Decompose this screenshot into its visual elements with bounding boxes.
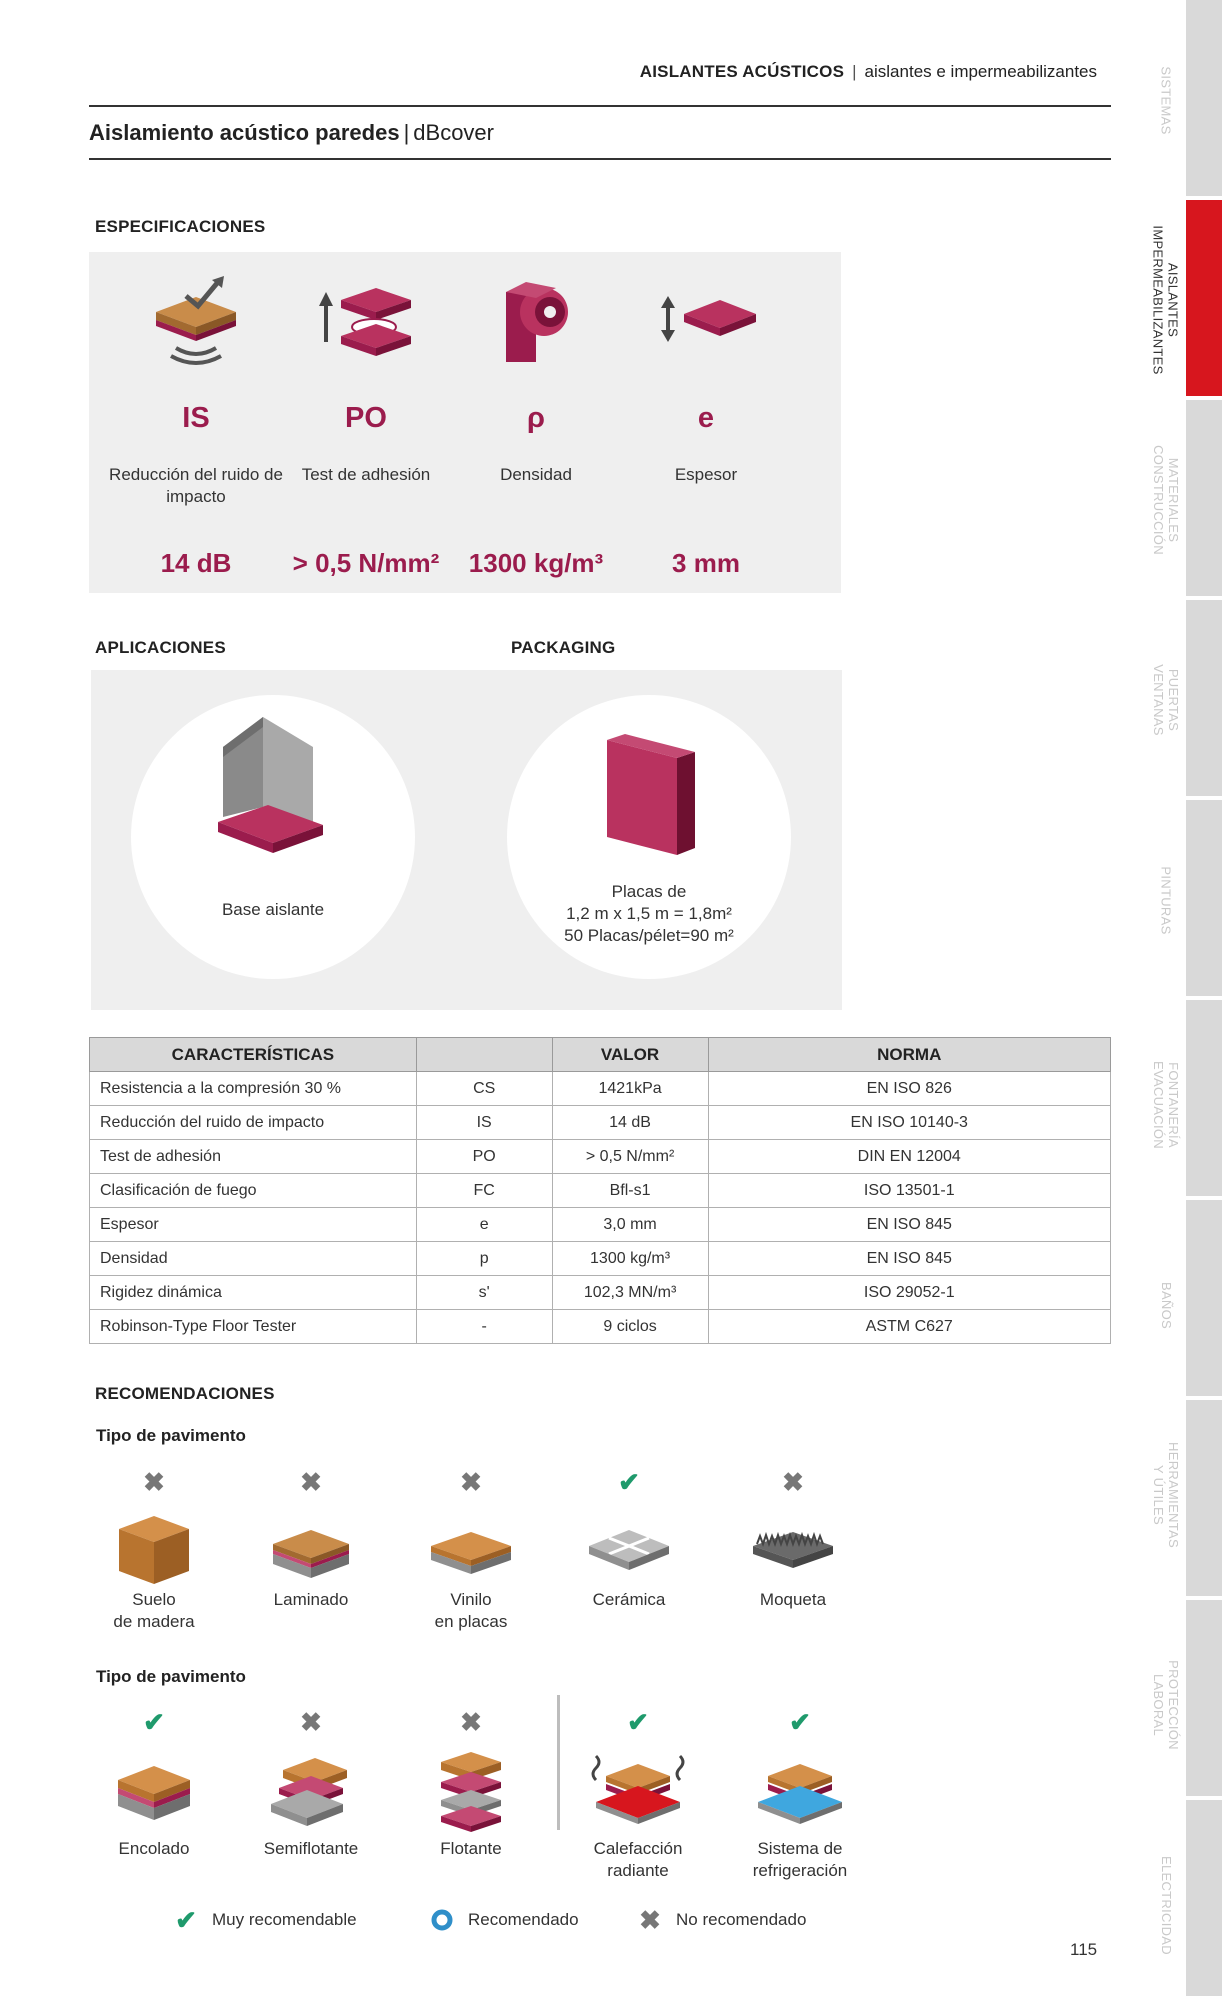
impact-noise-icon (146, 272, 246, 372)
sidebar-tab-materiales[interactable] (1186, 400, 1222, 598)
rec-item-floating (391, 1704, 551, 1884)
sidebar-tab-banos[interactable] (1186, 1200, 1222, 1398)
glued-floor-icon (104, 1746, 204, 1836)
sidebar-label-aislantes: AISLANTES IMPERMEABILIZANTES (1151, 225, 1181, 375)
spec-value: 14 dB (160, 548, 232, 578)
sidebar-tab-proteccion[interactable] (1186, 1600, 1222, 1798)
cell-value: 9 ciclos (552, 1310, 708, 1344)
spec-impact-noise (106, 252, 286, 593)
sidebar-label-puertas: PUERTAS VENTANAS (1151, 664, 1182, 736)
cell-code: - (416, 1310, 552, 1344)
packaging-circle (507, 695, 791, 979)
header-value: VALOR (552, 1038, 708, 1072)
packaging-line2: 1,2 m x 1,5 m = 1,8m² (566, 904, 732, 923)
ring-icon (428, 1906, 456, 1934)
not-recommended-icon: ✖ (460, 1707, 482, 1737)
cell-value: > 0,5 N/mm² (552, 1140, 708, 1174)
very-recommended-icon: ✔ (618, 1467, 640, 1497)
checkmark-icon: ✔ (175, 1905, 197, 1935)
spec-code: IS (182, 402, 210, 434)
page-title-product: dBcover (413, 120, 494, 145)
sidebar-label-sistemas: SISTEMAS (1158, 65, 1174, 135)
radiant-heating-icon (588, 1746, 688, 1836)
cell-value: 1300 kg/m³ (552, 1242, 708, 1276)
house-insulation-icon (213, 707, 333, 857)
sidebar-tab-puertas[interactable] (1186, 600, 1222, 798)
header-subcategory: aislantes e impermeabilizantes (864, 62, 1097, 81)
applications-panel (91, 670, 842, 1010)
very-recommended-icon: ✔ (789, 1707, 811, 1737)
rec-item-laminate (231, 1464, 391, 1634)
floor-type-heading-1: Tipo de pavimento (96, 1426, 246, 1445)
rec-item-carpet (713, 1464, 873, 1634)
rec-item-cooling-system (720, 1704, 880, 1884)
table-row (90, 1106, 1111, 1140)
very-recommended-icon: ✔ (627, 1707, 649, 1737)
sidebar-tab-fontaneria[interactable] (1186, 1000, 1222, 1198)
rec-label: Encolado (118, 1839, 190, 1858)
page-number: 115 (1070, 1940, 1098, 1959)
cell-norm: ISO 13501-1 (708, 1174, 1111, 1208)
cell-norm: ASTM C627 (708, 1310, 1111, 1344)
header-category: AISLANTES ACÚSTICOS (639, 62, 845, 81)
rec-label: Laminado (273, 1590, 349, 1609)
wood-floor-icon (104, 1504, 204, 1594)
cell-characteristic: Rigidez dinámica (90, 1276, 417, 1310)
cell-code: e (416, 1208, 552, 1242)
rec-label: Suelo de madera (113, 1590, 195, 1631)
application-label: Base aislante (221, 900, 325, 919)
rec-label: Flotante (440, 1839, 502, 1858)
sidebar-tab-aislantes[interactable] (1186, 200, 1222, 398)
sidebar-tab-electricidad[interactable] (1186, 1800, 1222, 1998)
very-recommended-icon: ✔ (143, 1707, 165, 1737)
cell-characteristic: Clasificación de fuego (90, 1174, 417, 1208)
title-rule (89, 158, 1111, 160)
not-recommended-icon: ✖ (300, 1707, 322, 1737)
sidebar-label-pinturas: PINTURAS (1158, 865, 1174, 935)
legend-label: No recomendado (676, 1910, 807, 1929)
spec-value: 3 mm (672, 548, 740, 578)
spec-label: Espesor (674, 465, 738, 484)
table-row (90, 1310, 1111, 1344)
table-row (90, 1208, 1111, 1242)
section-sidebar (1186, 0, 1222, 2000)
characteristics-table (89, 1037, 1111, 1344)
spec-code: ρ (527, 402, 545, 434)
rec-item-glued (74, 1704, 234, 1884)
cell-characteristic: Densidad (90, 1242, 417, 1276)
rec-item-semi-floating (231, 1704, 391, 1884)
section-header: AISLANTES ACÚSTICOS | aislantes e impermeabilizantes (639, 62, 1097, 81)
not-recommended-icon: ✖ (782, 1467, 804, 1497)
cell-code: CS (416, 1072, 552, 1106)
header-norm: NORMA (708, 1038, 1111, 1072)
sidebar-label-herramientas: HERRAMIENTAS Y ÚTILES (1151, 1442, 1181, 1548)
sidebar-tab-pinturas[interactable] (1186, 800, 1222, 998)
legend-not-recommended (636, 1906, 806, 1934)
cell-code: p (416, 1242, 552, 1276)
table-row (90, 1276, 1111, 1310)
cross-icon: ✖ (639, 1905, 661, 1935)
table-row (90, 1140, 1111, 1174)
header-code (416, 1038, 552, 1072)
cell-value: 14 dB (552, 1106, 708, 1140)
vinyl-tiles-icon (421, 1504, 521, 1594)
sidebar-tab-herramientas[interactable] (1186, 1400, 1222, 1598)
packaging-line3: 50 Placas/pélet=90 m² (564, 926, 734, 945)
density-roll-icon (486, 272, 586, 372)
cell-norm: EN ISO 10140-3 (708, 1106, 1111, 1140)
cell-norm: EN ISO 845 (708, 1242, 1111, 1276)
floor-type-heading-2: Tipo de pavimento (96, 1667, 246, 1686)
spec-density (446, 252, 626, 593)
spec-code: e (697, 402, 715, 434)
packaging-line1: Placas de (611, 882, 687, 901)
cell-value: 1421kPa (552, 1072, 708, 1106)
laminate-icon (261, 1504, 361, 1594)
table-header-row (90, 1038, 1111, 1072)
cell-code: IS (416, 1106, 552, 1140)
spec-value: 1300 kg/m³ (468, 548, 604, 578)
recommendations-heading: RECOMENDACIONES (95, 1384, 275, 1403)
application-circle (131, 695, 415, 979)
spec-label: Reducción del ruido de impacto (109, 465, 283, 506)
sidebar-label-proteccion: PROTECCIÓN LABORAL (1151, 1660, 1182, 1750)
cell-code: s' (416, 1276, 552, 1310)
sidebar-tab-sistemas[interactable] (1186, 0, 1222, 198)
rec-item-wood-floor (74, 1464, 234, 1634)
page-title-main: Aislamiento acústico paredes (89, 120, 400, 145)
cell-characteristic: Robinson-Type Floor Tester (90, 1310, 417, 1344)
not-recommended-icon: ✖ (143, 1467, 165, 1497)
not-recommended-icon: ✖ (460, 1467, 482, 1497)
applications-heading: APLICACIONES (95, 638, 226, 657)
spec-thickness (616, 252, 796, 593)
spec-adhesion (276, 252, 456, 593)
table-row (90, 1174, 1111, 1208)
sidebar-label-fontaneria: FONTANERÍA EVACUACIÓN (1151, 1061, 1181, 1149)
cell-norm: EN ISO 845 (708, 1208, 1111, 1242)
rec-label: Sistema de refrigeración (752, 1839, 848, 1880)
rec-label: Calefacción radiante (593, 1839, 683, 1880)
spec-label: Test de adhesión (301, 465, 431, 484)
cell-value: Bfl-s1 (552, 1174, 708, 1208)
carpet-icon (743, 1504, 843, 1594)
specs-heading: ESPECIFICACIONES (95, 217, 266, 236)
page-title: Aislamiento acústico paredes | dBcover (89, 120, 494, 145)
cell-characteristic: Espesor (90, 1208, 417, 1242)
table-row (90, 1242, 1111, 1276)
legend-recommended (428, 1906, 579, 1934)
rec-item-ceramic (549, 1464, 709, 1634)
rec-item-vinyl (391, 1464, 551, 1634)
rec-label: Cerámica (592, 1590, 666, 1609)
spec-code: PO (345, 402, 387, 434)
legend-very-recommended (172, 1906, 357, 1934)
cell-characteristic: Resistencia a la compresión 30 % (90, 1072, 417, 1106)
header-rule (89, 105, 1111, 107)
adhesion-test-icon (316, 272, 416, 372)
rec-label: Moqueta (759, 1590, 827, 1609)
cell-value: 102,3 MN/m³ (552, 1276, 708, 1310)
spec-value: > 0,5 N/mm² (292, 548, 440, 578)
rec-label: Semiflotante (263, 1839, 359, 1858)
specs-panel (89, 252, 841, 593)
cell-code: FC (416, 1174, 552, 1208)
legend-label: Muy recomendable (212, 1910, 357, 1929)
sidebar-label-electricidad: ELECTRICIDAD (1158, 1855, 1174, 1955)
sidebar-label-materiales: MATERIALES CONSTRUCCIÓN (1151, 445, 1182, 555)
cell-characteristic: Test de adhesión (90, 1140, 417, 1174)
sidebar-label-banos: BAÑOS (1158, 1281, 1174, 1329)
panel-board-icon (597, 730, 707, 860)
legend-label: Recomendado (468, 1910, 579, 1929)
not-recommended-icon: ✖ (300, 1467, 322, 1497)
cell-characteristic: Reducción del ruido de impacto (90, 1106, 417, 1140)
cell-value: 3,0 mm (552, 1208, 708, 1242)
cell-code: PO (416, 1140, 552, 1174)
rec-item-radiant-heating (558, 1704, 718, 1884)
semi-floating-floor-icon (261, 1746, 361, 1836)
cell-norm: ISO 29052-1 (708, 1276, 1111, 1310)
floating-floor-icon (421, 1746, 521, 1836)
cell-norm: DIN EN 12004 (708, 1140, 1111, 1174)
packaging-heading: PACKAGING (511, 638, 616, 657)
thickness-icon (656, 272, 756, 372)
spec-label: Densidad (500, 465, 572, 484)
ceramic-tiles-icon (579, 1504, 679, 1594)
header-characteristics: CARACTERÍSTICAS (90, 1038, 417, 1072)
rec-label: Vinilo en placas (434, 1590, 508, 1631)
cooling-system-icon (750, 1746, 850, 1836)
cell-norm: EN ISO 826 (708, 1072, 1111, 1106)
table-row (90, 1072, 1111, 1106)
